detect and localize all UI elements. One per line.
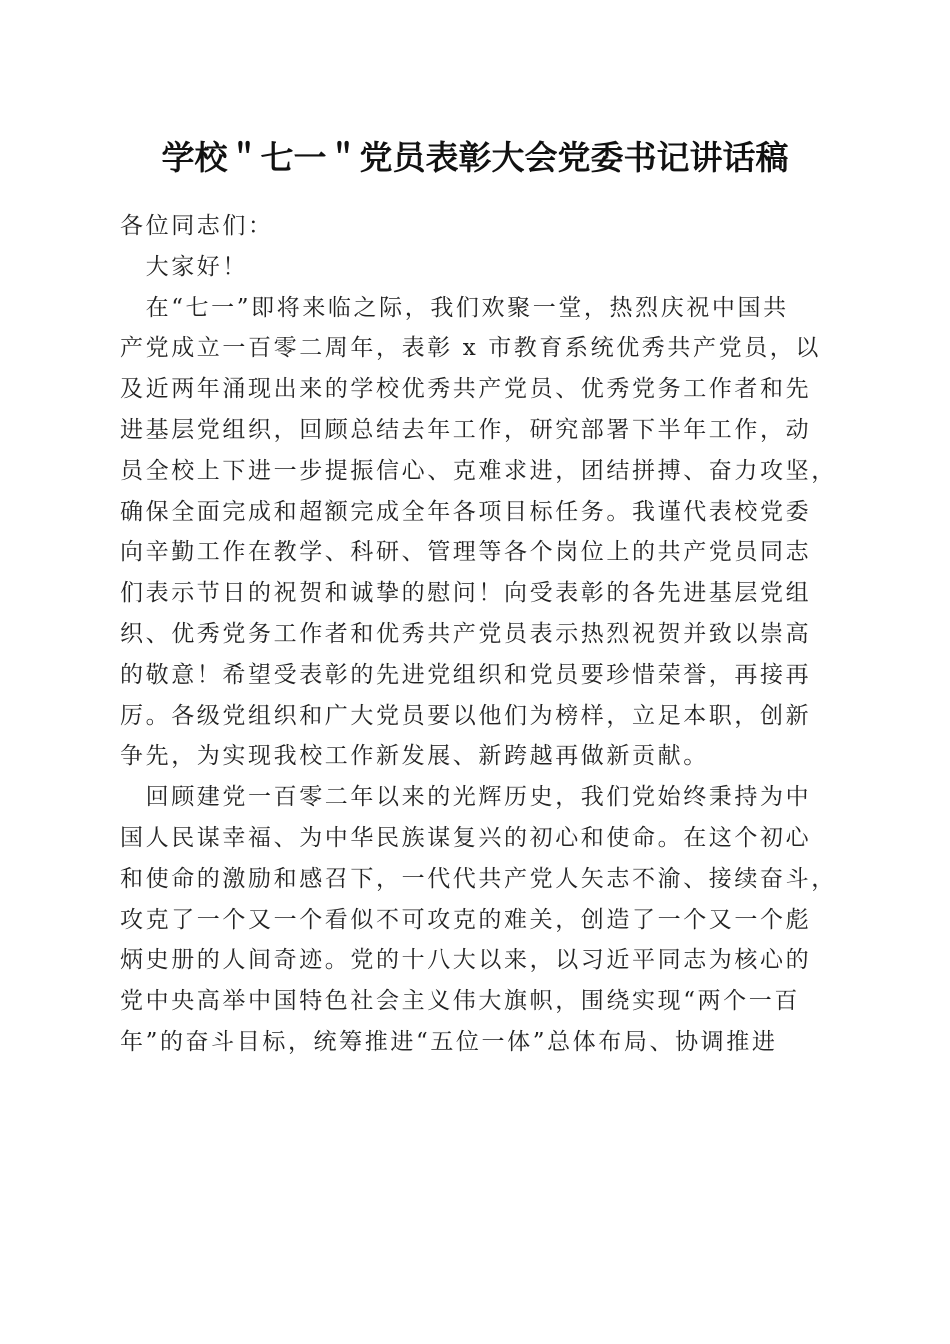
text-line: 进基层党组织，回顾总结去年工作，研究部署下半年工作，动 [120,416,812,443]
text-line: 党中央高举中国特色社会主义伟大旗帜，围绕实现“两个一百 [120,988,800,1015]
text-line: 确保全面完成和超额完成全年各项目标任务。我谨代表校党委 [120,498,812,525]
text-line: 回顾建党一百零二年以来的光辉历史，我们党始终秉持为中 [120,784,812,811]
text-line: 员全校上下进一步提振信心、克难求进，团结拼搏、奋力攻坚， [120,457,837,484]
text-line: 年”的奋斗目标，统筹推进“五位一体”总体布局、协调推进 [120,1028,778,1055]
text-line: 厉。各级党组织和广大党员要以他们为榜样，立足本职，创新 [120,702,812,729]
text-line: 大家好！ [120,253,248,280]
document-body [120,206,837,1063]
salutation: 各位同志们： [120,213,274,239]
text-line: 产党成立一百零二周年，表彰 x 市教育系统优秀共产党员，以 [120,335,821,362]
text-line: 们表示节日的祝贺和诚挚的慰问！向受表彰的各先进基层党组 [120,580,812,607]
text-line: 国人民谋幸福、为中华民族谋复兴的初心和使命。在这个初心 [120,824,812,851]
text-line: 争先，为实现我校工作新发展、新跨越再做新贡献。 [120,743,709,770]
text-line: 攻克了一个又一个看似不可攻克的难关，创造了一个又一个彪 [120,906,812,933]
text-line: 织、优秀党务工作者和优秀共产党员表示热烈祝贺并致以崇高 [120,620,812,647]
text-line: 的敬意！希望受表彰的先进党组织和党员要珍惜荣誉，再接再 [120,661,812,688]
text-line: 和使命的激励和感召下，一代代共产党人矢志不渝、接续奋斗， [120,865,837,892]
text-line: 在“七一”即将来临之际，我们欢聚一堂，热烈庆祝中国共 [120,294,789,321]
text-line: 向辛勤工作在教学、科研、管理等各个岗位上的共产党员同志 [120,539,812,566]
text-line: 炳史册的人间奇迹。党的十八大以来，以习近平同志为核心的 [120,947,812,974]
document-title: 学校＂七一＂党员表彰大会党委书记讲话稿 [161,138,789,177]
text-line: 及近两年涌现出来的学校优秀共产党员、优秀党务工作者和先 [120,376,812,403]
